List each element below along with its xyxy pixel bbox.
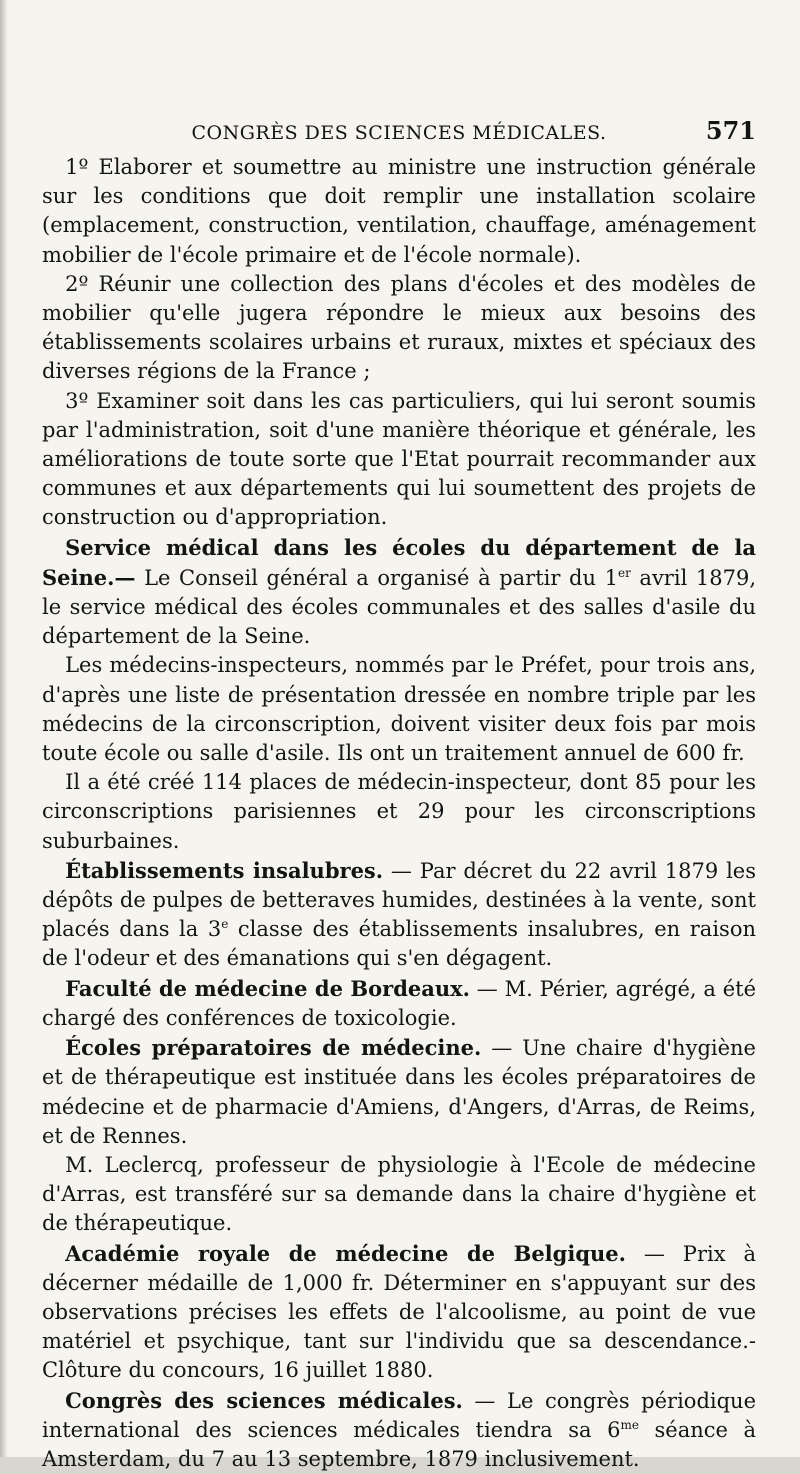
paragraph-ecoles-preparatoires: [42, 1033, 756, 1151]
paragraph-text: — M. Périer, agrégé, a été chargé des conférences de toxicologie.: [42, 976, 756, 1030]
section-heading: Faculté de médecine de Bordeaux.: [65, 975, 470, 1001]
superscript: er: [617, 565, 631, 580]
paragraph-2: [42, 270, 756, 387]
section-heading: Écoles préparatoires de médecine.: [65, 1035, 482, 1061]
paragraph-places: [42, 768, 756, 856]
superscript: e: [221, 917, 229, 932]
section-heading: Congrès des sciences médicales.: [65, 1387, 463, 1413]
paragraph-text: 1º Elaborer et soumettre au ministre une instruction générale sur les conditions que doit remplir une installation scolaire (emplacement, construction, ventilation, chauffage, aménagement mobilier de l'école primaire et de l'école normale).: [42, 155, 756, 267]
paragraph-text: Les médecins-inspecteurs, nommés par le Préfet, pour trois ans, d'après une liste de présentation dressée en nombre triple par les médecins de la circonscription, doivent visiter deux fois par mois toute école ou salle d'asile. Ils ont un traitement annuel de 600 fr.: [42, 653, 756, 766]
section-heading: Établissements insalubres.: [65, 857, 384, 883]
paragraph-etablissements: [42, 856, 756, 974]
paragraph-text-continued: séance à Amsterdam, du 7 au 13 septembre, 1879 inclusivement.: [42, 1417, 757, 1471]
page-body: [42, 153, 756, 1474]
paragraph-service-medical: [42, 533, 756, 652]
paragraph-leclercq: [42, 1151, 756, 1239]
paragraph-medecins-inspecteurs: [42, 651, 756, 768]
paragraph-1: [42, 153, 756, 270]
paragraph-academie: [42, 1239, 756, 1386]
paragraph-text: M. Leclercq, professeur de physiologie à l'Ecole de médecine d'Arras, est transféré sur sa demande dans la chaire d'hygiène et de thérapeutique.: [42, 1152, 756, 1236]
paragraph-text: — Le congrès périodique international des sciences médicales tiendra sa 6: [42, 1388, 756, 1442]
running-title: CONGRÈS DES SCIENCES MÉDICALES.: [191, 122, 607, 144]
paragraph-text: — Par décret du 22 avril 1879 les dépôts de pulpes de betteraves humides, destinées à la vente, sont placés dans la 3: [42, 858, 757, 942]
paragraph-congres: [42, 1386, 756, 1474]
paragraph-text: 3º Examiner soit dans les cas particuliers, qui lui seront soumis par l'administration, soit d'une manière théorique et générale, les améliorations de toute sorte que l'Etat pourrait recommander aux communes et aux départements qui lui soumettent des projets de construction ou d'appropriation.: [42, 388, 756, 530]
paragraph-text-continued: classe des établissements insalubres, en raison de l'odeur et des émanations qui s'en dégagent.: [42, 917, 756, 971]
paragraph-text-continued: avril 1879, le service médical des écoles communales et des salles d'asile du département de la Seine.: [42, 565, 757, 649]
paragraph-bordeaux: [42, 974, 756, 1033]
paragraph-text: — Une chaire d'hygiène et de thérapeutique est instituée dans les écoles préparatoires de médecine et de pharmacie d'Amiens, d'Angers, d'Arras, de Reims, et de Rennes.: [42, 1036, 756, 1148]
paragraph-text: Le Conseil général a organisé à partir du 1: [135, 565, 618, 590]
section-heading: Académie royale de médecine de Belgique.: [65, 1240, 626, 1266]
superscript: me: [620, 1417, 639, 1432]
page-header: [42, 116, 756, 145]
paragraph-text: Il a été créé 114 places de médecin-inspecteur, dont 85 pour les circonscriptions parisiennes et 29 pour les circonscriptions suburbaines.: [42, 770, 756, 853]
paragraph-3: [42, 387, 756, 533]
paragraph-text: — Prix à décerner médaille de 1,000 fr. Déterminer en s'appuyant sur des observations précises les effets de l'alcoolisme, au point de vue matériel et psychique, tant sur l'individu que sa descendance.- Clôture du concours, 16 juillet 1880.: [42, 1241, 756, 1383]
page-number: 571: [705, 116, 756, 145]
section-heading: Service médical dans les écoles du département de la Seine.—: [42, 534, 756, 590]
paragraph-text: 2º Réunir une collection des plans d'écoles et des modèles de mobilier qu'elle jugera répondre le mieux aux besoins des établissements scolaires urbains et ruraux, mixtes et spéciaux des diverses régions de la France ;: [42, 271, 756, 384]
